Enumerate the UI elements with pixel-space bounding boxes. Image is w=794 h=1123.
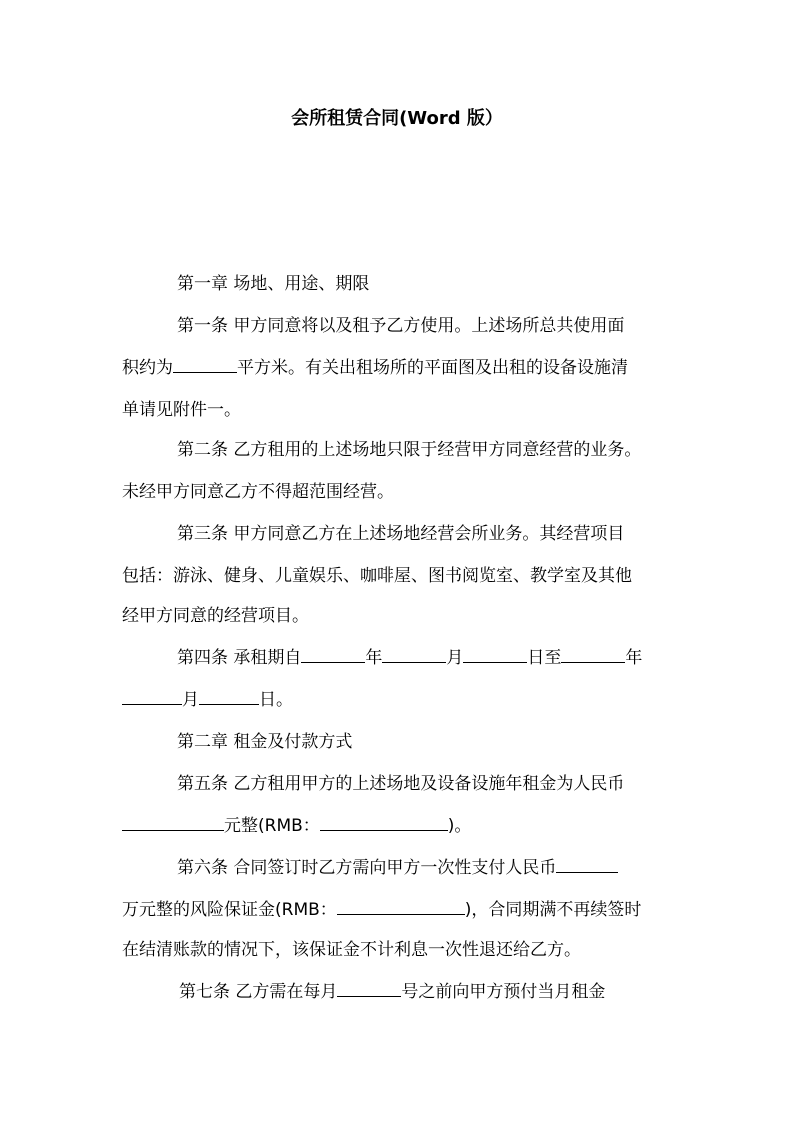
article-6-line-3: 在结清账款的情况下，该保证金不计利息一次性退还给乙方。 — [122, 940, 581, 960]
article-3-line-3: 经甲方同意的经营项目。 — [122, 606, 309, 626]
end-year-blank — [561, 646, 625, 663]
article-1-line-1: 第一条 甲方同意将以及租予乙方使用。上述场所总共使用面 — [177, 316, 625, 336]
start-year-blank — [301, 646, 365, 663]
deposit-rmb-blank — [337, 898, 465, 915]
article-4-line-1: 第四条 承租期自 年 月 日至 年 — [177, 648, 643, 668]
area-blank — [173, 356, 237, 373]
article-6-line-2: 万元整的风险保证金(RMB： )，合同期满不再续签时 — [122, 900, 642, 920]
end-day-blank — [199, 688, 259, 705]
article-7-line-1: 第七条 乙方需在每月 号之前向甲方预付当月租金 — [179, 982, 606, 1002]
rent-blank — [122, 814, 224, 831]
article-5-line-1: 第五条 乙方租用甲方的上述场地及设备设施年租金为人民币 — [177, 774, 625, 794]
document-title: 会所租赁合同(Word 版） — [291, 108, 503, 129]
article-5-line-2: 元整(RMB： )。 — [122, 814, 471, 838]
article-6-line-1: 第六条 合同签订时乙方需向甲方一次性支付人民币 — [177, 856, 618, 880]
chapter-1-heading: 第一章 场地、用途、期限 — [177, 274, 370, 294]
article-1-line-2: 积约为 平方米。有关出租场所的平面图及出租的设备设施清 — [122, 358, 628, 378]
start-day-blank — [463, 646, 527, 663]
article-1-line-3: 单请见附件一。 — [122, 400, 241, 420]
article-3-line-1: 第三条 甲方同意乙方在上述场地经营会所业务。其经营项目 — [177, 524, 625, 544]
chapter-2-heading: 第二章 租金及付款方式 — [177, 732, 353, 752]
article-3-line-2: 包括：游泳、健身、儿童娱乐、咖啡屋、图书阅览室、教学室及其他 — [122, 566, 632, 586]
article-4-line-2: 月 日。 — [122, 688, 293, 712]
deposit-blank — [556, 856, 618, 873]
start-month-blank — [382, 646, 446, 663]
article-2-line-2: 未经甲方同意乙方不得超范围经营。 — [122, 482, 394, 502]
rent-rmb-blank — [320, 814, 448, 831]
payment-day-blank — [337, 980, 401, 997]
article-2-line-1: 第二条 乙方租用的上述场地只限于经营甲方同意经营的业务。 — [177, 440, 642, 460]
end-month-blank — [122, 688, 182, 705]
